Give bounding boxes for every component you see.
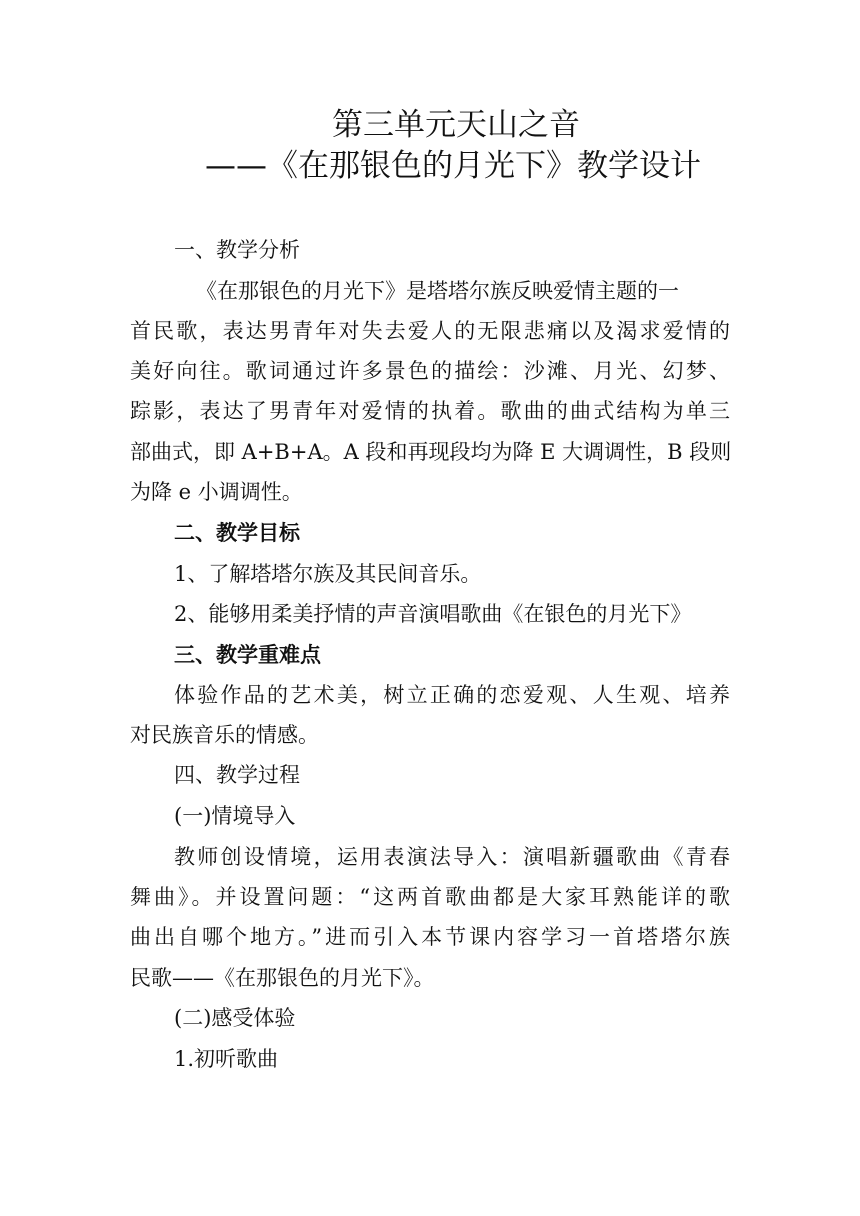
paragraph-line: 部曲式，即 A+B+A。A 段和再现段均为降 E 大调调性，B 段则 <box>130 440 732 464</box>
paragraph-line: 踪影，表达了男青年对爱情的执着。歌曲的曲式结构为单三 <box>130 399 730 423</box>
paragraph-line: 《在那银色的月光下》是塔塔尔族反映爱情主题的一 <box>196 279 679 303</box>
section-heading-key-points: 三、教学重难点 <box>174 643 321 667</box>
paragraph-line: 体验作品的艺术美，树立正确的恋爱观、人生观、培养 <box>174 683 730 707</box>
section-heading-analysis: 一、教学分析 <box>174 238 300 262</box>
paragraph-line: 舞曲》。并设置问题：“这两首歌曲都是大家耳熟能详的歌 <box>130 885 730 909</box>
paragraph-line: 曲出自哪个地方。”进而引入本节课内容学习一首塔塔尔族 <box>130 925 730 949</box>
document-subtitle: ——《在那银色的月光下》教学设计 <box>205 148 701 184</box>
paragraph-line: 教师创设情境，运用表演法导入：演唱新疆歌曲《青春 <box>174 845 730 869</box>
list-item: 2、能够用柔美抒情的声音演唱歌曲《在银色的月光下》 <box>174 602 692 626</box>
subsection-heading: (二)感受体验 <box>174 1006 296 1030</box>
paragraph-line: 为降 e 小调调性。 <box>130 480 303 504</box>
list-item: 1、了解塔塔尔族及其民间音乐。 <box>174 562 482 586</box>
paragraph-line: 对民族音乐的情感。 <box>130 723 319 747</box>
paragraph-line: 民歌——《在那银色的月光下》。 <box>130 966 435 990</box>
section-heading-process: 四、教学过程 <box>174 763 300 787</box>
paragraph-line: 美好向往。歌词通过许多景色的描绘：沙滩、月光、幻梦、 <box>130 359 730 383</box>
section-heading-goals: 二、教学目标 <box>174 521 300 545</box>
document-title: 第三单元天山之音 <box>332 107 580 143</box>
list-item: 1.初听歌曲 <box>174 1047 279 1071</box>
paragraph-line: 首民歌，表达男青年对失去爱人的无限悲痛以及渴求爱情的 <box>130 319 730 343</box>
subsection-heading: (一)情境导入 <box>174 804 296 828</box>
